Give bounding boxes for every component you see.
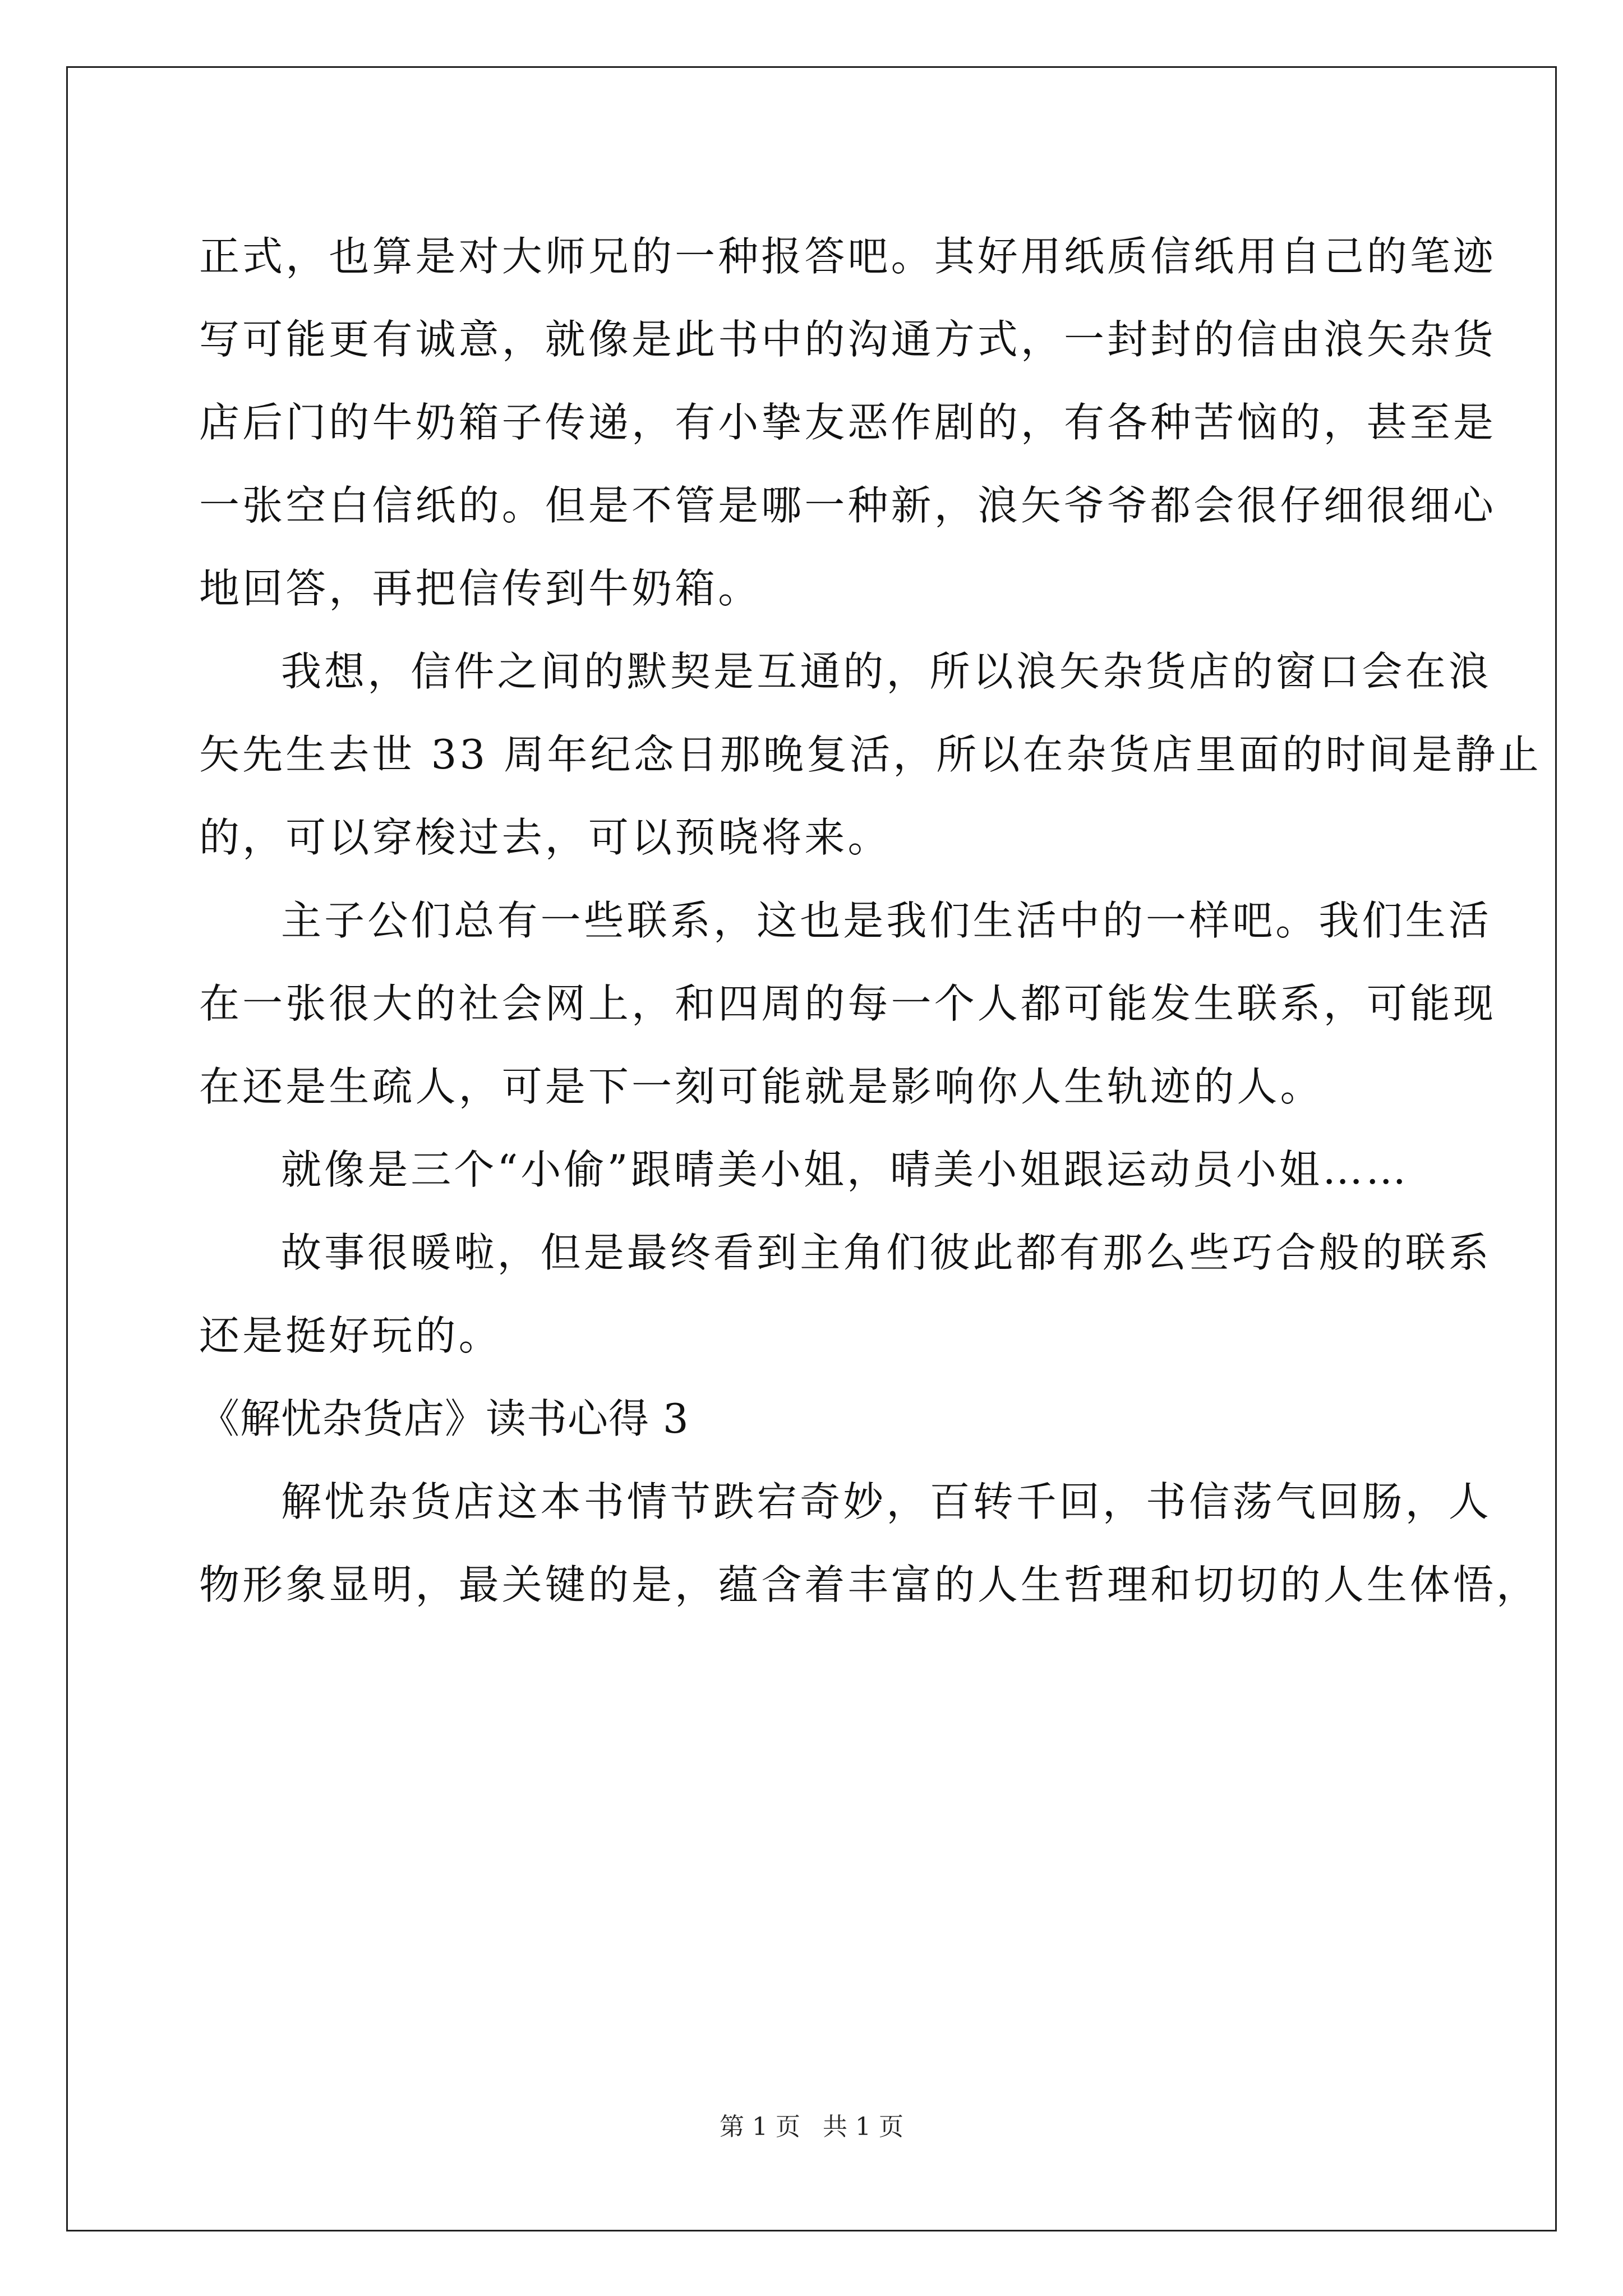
- text-line: 店后门的牛奶箱子传递，有小挚友恶作剧的，有各种苦恼的，甚至是: [199, 399, 1497, 446]
- text-line: 写可能更有诚意，就像是此书中的沟通方式，一封封的信由浪矢杂货: [199, 316, 1497, 363]
- section-heading: 《解忧杂货店》读书心得 3: [199, 1395, 689, 1442]
- text-line: 还是挺好玩的。: [199, 1312, 502, 1359]
- text-line: 物形象显明，最关键的是，蕴含着丰富的人生哲理和切切的人生体悟，: [199, 1561, 1540, 1608]
- text-line: 正式，也算是对大师兄的一种报答吧。其好用纸质信纸用自己的笔迹: [199, 233, 1497, 280]
- text-line: 在还是生疏人，可是下一刻可能就是影响你人生轨迹的人。: [199, 1063, 1324, 1110]
- text-line: 地回答，再把信传到牛奶箱。: [199, 565, 762, 612]
- text-line: 矢先生去世 33 周年纪念日那晚复活，所以在杂货店里面的时间是静止: [199, 731, 1542, 778]
- paragraph-start-line: 就像是三个“小偷”跟晴美小姐，晴美小姐跟运动员小姐……: [281, 1146, 1409, 1193]
- paragraph-start-line: 故事很暖啦，但是最终看到主角们彼此都有那么些巧合般的联系: [281, 1229, 1492, 1276]
- paragraph-start-line: 我想，信件之间的默契是互通的，所以浪矢杂货店的窗口会在浪: [281, 648, 1492, 695]
- page-number-current: 第 1 页: [720, 2113, 800, 2141]
- page-number-total: 共 1 页: [823, 2113, 903, 2141]
- document-body: [199, 215, 1542, 1626]
- paragraph-start-line: 解忧杂货店这本书情节跌宕奇妙，百转千回，书信荡气回肠，人: [281, 1478, 1492, 1525]
- text-line: 一张空白信纸的。但是不管是哪一种新，浪矢爷爷都会很仔细很细心: [199, 482, 1497, 529]
- paragraph-start-line: 主子公们总有一些联系，这也是我们生活中的一样吧。我们生活: [281, 897, 1492, 944]
- page-footer: [0, 2110, 1623, 2144]
- text-line: 的，可以穿梭过去，可以预晓将来。: [199, 814, 891, 861]
- text-line: 在一张很大的社会网上，和四周的每一个人都可能发生联系，可能现: [199, 980, 1497, 1027]
